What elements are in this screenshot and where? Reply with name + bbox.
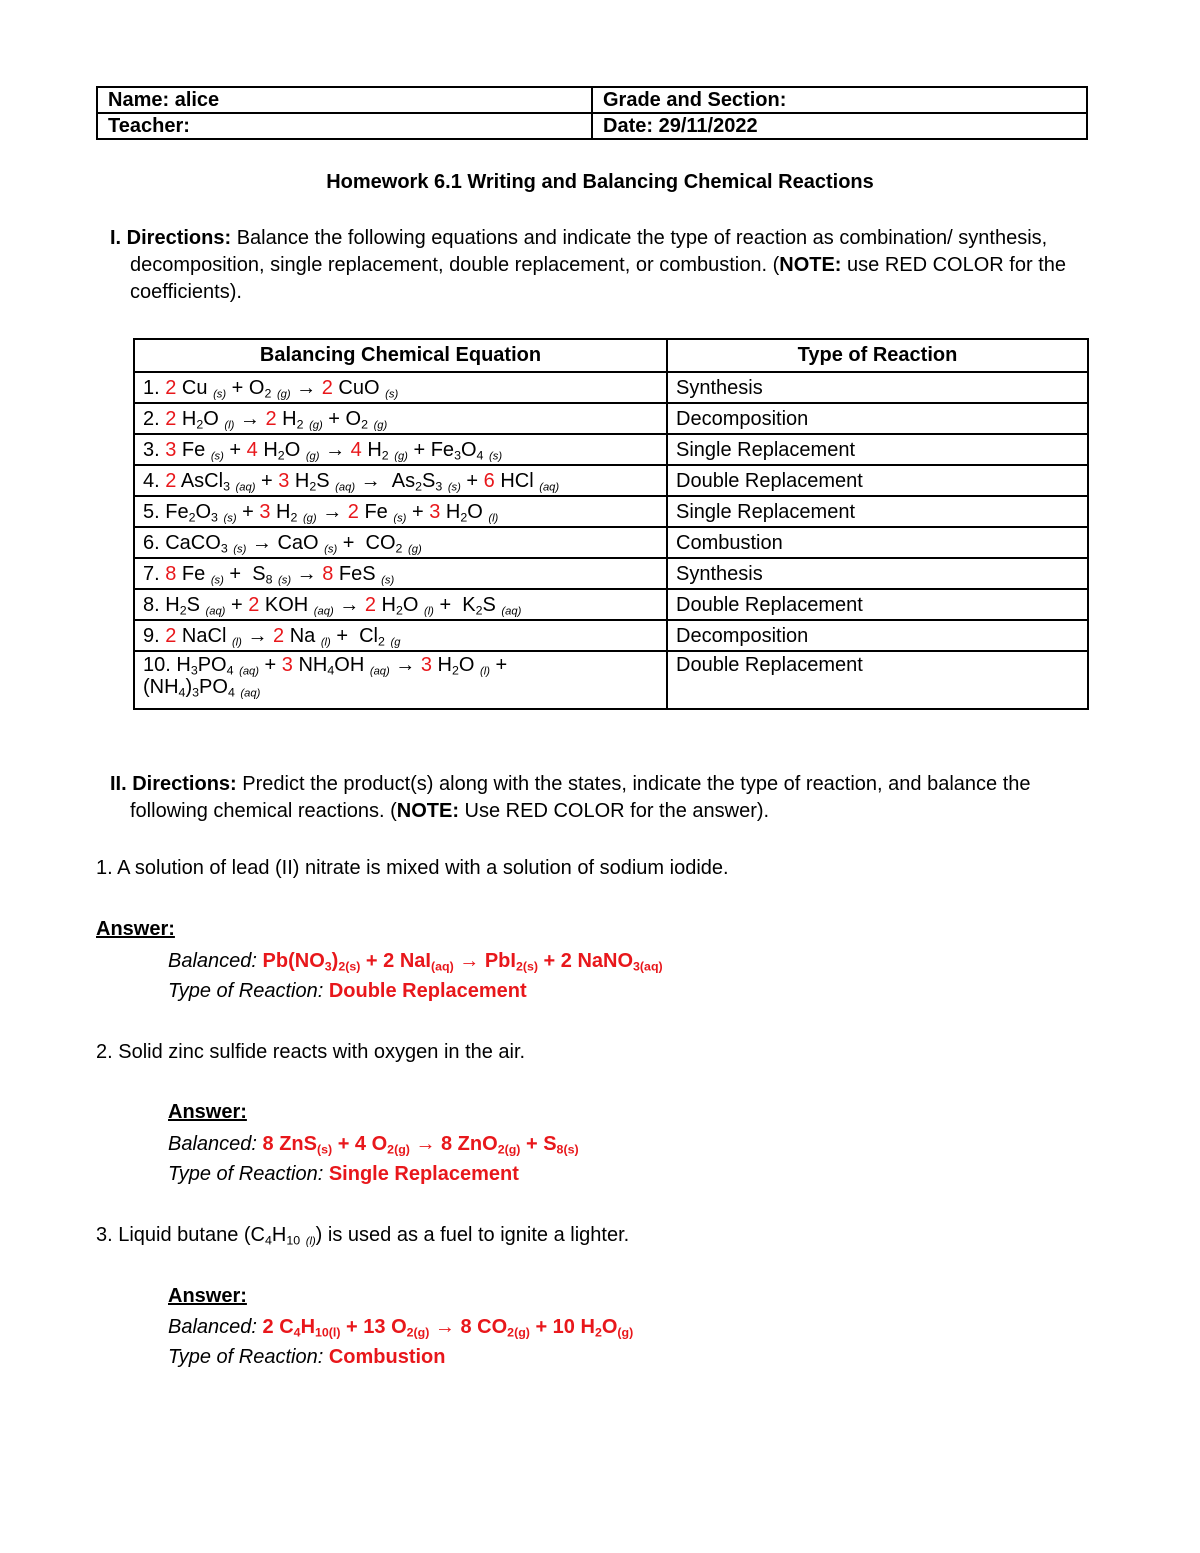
balanced-label: Balanced: [168, 1316, 257, 1338]
type-cell: Decomposition [667, 403, 1088, 434]
equation-cell: 3. 3 Fe (s) + 4 $H_2O$ (g) → 4 $H_2$ $(g) + Fe_3O_4$ (s) [134, 434, 667, 465]
answer-2-balanced: Balanced: 8 ZnS$_{(s)}$ + 4 $O_{2(g)} \to 8$ $ZnO_{2(g)} + S_{8(s)}$ [168, 1133, 579, 1157]
table-row [134, 496, 1088, 527]
grade-section-field: Grade and Section: [592, 87, 1087, 113]
table-row [134, 527, 1088, 558]
answer-3-type-value: Combustion [328, 1346, 446, 1368]
part1-directions [110, 225, 1090, 306]
table-row [134, 434, 1088, 465]
equation-cell: 1. 2 Cu $(s) + O_2$ (g) → 2 CuO (s) [134, 372, 667, 403]
equation-cell: 2. 2 $H_2O$ (l) → 2 $H_2$ $(g) + O_2$ (g) [134, 403, 667, 434]
answer-3-label: Answer: [168, 1285, 247, 1307]
type-cell: Combustion [667, 527, 1088, 558]
table-row [134, 651, 1088, 709]
answer-2-label: Answer: [168, 1101, 247, 1123]
answer-2-type-value: Single Replacement [328, 1163, 519, 1185]
table-row [134, 465, 1088, 496]
col-equation-header: Balancing Chemical Equation [134, 339, 667, 372]
header-table [96, 86, 1088, 140]
equation-cell: 10. $H_3PO_4$ (aq) + 3 $NH_4OH$ (aq) → 3 $H_2O$ (l) + $(NH_4)_3PO_4$ (aq) [134, 651, 667, 709]
equation-cell: 5. $Fe_2O_3$ (s) + 3 $H_2$ (g) → 2 Fe (s) + 3 $H_2O$ (l) [134, 496, 667, 527]
type-cell: Synthesis [667, 372, 1088, 403]
table-row [134, 558, 1088, 589]
type-cell: Double Replacement [667, 465, 1088, 496]
part2-text-b: Use RED COLOR for the answer). [459, 800, 770, 822]
date-field: Date: 29/11/2022 [592, 113, 1087, 139]
answer-1-type-value: Double Replacement [328, 980, 527, 1002]
equation-cell: 6. CaCO$_3$ (s) → CaO $(s) + CO_2$ (g) [134, 527, 667, 558]
teacher-field: Teacher: [97, 113, 592, 139]
part1-lead: I. Directions: [110, 227, 232, 249]
type-label: Type of Reaction: [168, 980, 324, 1002]
equation-cell: 4. 2 AsCl$_3$ (aq) + 3 $H_2S$ $(aq) \to As_2S_3$ (s) + 6 HCl (aq) [134, 465, 667, 496]
answer-3-balanced: Balanced: 2 $C_4H_{10(l)} + 13$ $O_{2(g)} \to 8$ $CO_{2(g)} + 10$ $H_2O_{(g)}$ [168, 1316, 634, 1340]
table-row [134, 589, 1088, 620]
question-1: 1. A solution of lead (II) nitrate is mixed with a solution of sodium iodide. [96, 857, 729, 879]
equation-cell: 7. 8 Fe $(s) + S_8$ (s) → 8 FeS (s) [134, 558, 667, 589]
type-label: Type of Reaction: [168, 1346, 324, 1368]
part1-text-a: Balance the following equations and indicate the type of reaction as combination/ synthesis, decomposition, single replacement, double replacement, or combustion. ( [130, 227, 1048, 276]
table-header-row [134, 339, 1088, 372]
type-label: Type of Reaction: [168, 1163, 324, 1185]
type-cell: Double Replacement [667, 651, 1088, 709]
part2-text-a: Predict the product(s) along with the states, indicate the type of reaction, and balance the following chemical reactions. ( [130, 773, 1031, 822]
equation-cell: 8. $H_2S$ (aq) + 2 KOH (aq) → 2 $H_2O$ $(l) + K_2S$ (aq) [134, 589, 667, 620]
part1-note: NOTE: [779, 254, 842, 276]
balanced-label: Balanced: [168, 1133, 257, 1155]
type-cell: Synthesis [667, 558, 1088, 589]
answer-3-type [168, 1346, 445, 1369]
question-2: 2. Solid zinc sulfide reacts with oxygen in the air. [96, 1041, 526, 1063]
equation-table [133, 338, 1089, 710]
answer-1-type [168, 980, 527, 1003]
name-field: Name: alice [97, 87, 592, 113]
equation-cell: 9. 2 NaCl (l) → 2 Na $(l) + Cl_2$ (g [134, 620, 667, 651]
answer-1-label: Answer: [96, 918, 175, 940]
answer-1-balanced: Balanced: $Pb(NO_3)_{2(s)} + 2$ NaI$_{(aq)}$ → PbI$_{2(s)}$ + 2 NaNO$_{3(aq)}$ [168, 950, 663, 974]
part2-note: NOTE: [396, 800, 459, 822]
type-cell: Single Replacement [667, 434, 1088, 465]
table-row [134, 403, 1088, 434]
type-cell: Decomposition [667, 620, 1088, 651]
part1-text-b: use RED COLOR for the coefficients). [130, 254, 1066, 303]
balanced-label: Balanced: [168, 950, 257, 972]
part2-directions [110, 771, 1090, 825]
type-cell: Double Replacement [667, 589, 1088, 620]
part2-lead: II. Directions: [110, 773, 237, 795]
type-cell: Single Replacement [667, 496, 1088, 527]
question-3: 3. Liquid butane ($C_4H_{10}$ (l)) is used as a fuel to ignite a lighter. [96, 1224, 630, 1248]
table-row [134, 620, 1088, 651]
page-title: Homework 6.1 Writing and Balancing Chemical Reactions [326, 171, 874, 193]
answer-2-type [168, 1163, 519, 1186]
table-row [134, 372, 1088, 403]
col-type-header: Type of Reaction [667, 339, 1088, 372]
